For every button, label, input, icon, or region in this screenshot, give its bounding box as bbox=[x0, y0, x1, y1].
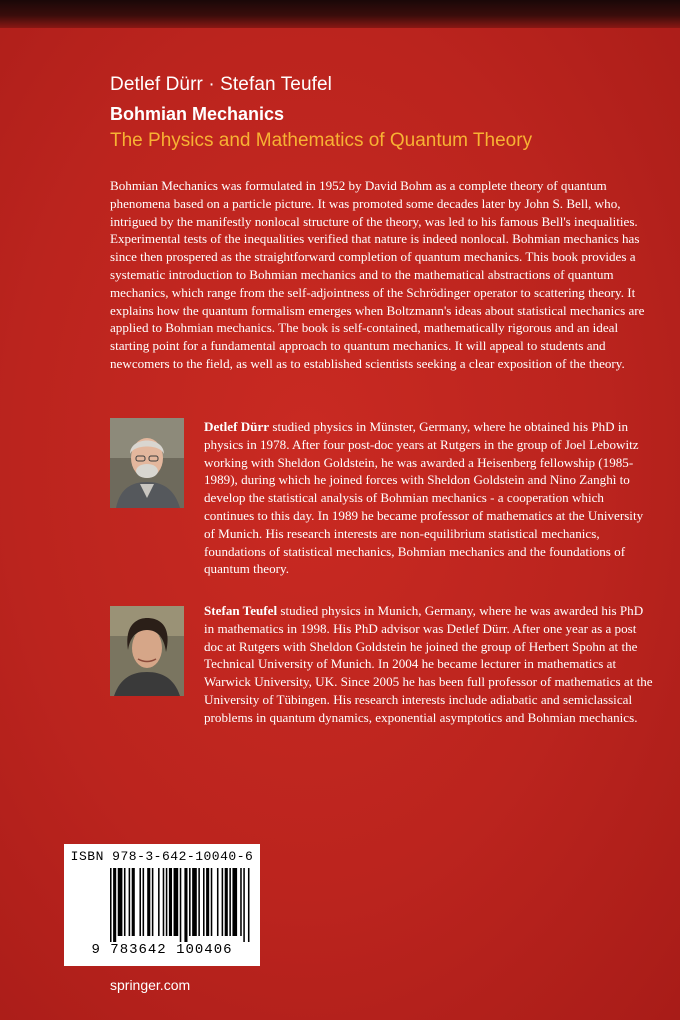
book-title: Bohmian Mechanics bbox=[110, 104, 285, 124]
author-name-durr: Detlef Dürr bbox=[204, 419, 270, 434]
author-bio-teufel bbox=[110, 602, 656, 727]
publisher-website: springer.com bbox=[110, 977, 191, 993]
book-description: Bohmian Mechanics was formulated in 1952 by David Bohm as a complete theory of quantum phenomena based on a particle picture. It was promoted some decades later by John S. Bell, who, intrigued by the manifestly nonlocal structure of the theory, was led to his famous Bell's inequalities. Experimental tests of the inequalities verified that nature is indeed nonlocal. Bohmian mechanics has since then prospered as the straightforward completion of quantum mechanics. This book provides a systematic introduction to Bohmian mechanics and to the mathematical abstractions of quantum mechanics, which range from the self-adjointness of the Schrödinger operator to scattering theory. It explains how the quantum formalism emerges when Boltzmann's ideas about statistical mechanics are applied to Bohmian mechanics. The book is self-contained, mathematically rigorous and an ideal starting point for a fundamental approach to quantum mechanics. It will appeal to students and newcomers to the field, as well as to established scientists seeking a clear exposition of the theory. bbox=[110, 178, 645, 371]
author-bio-text-teufel: studied physics in Munich, Germany, where he was awarded his PhD in mathematics in 1998. His PhD advisor was Detlef Dürr. After one year as a post doc at Rutgers with Sheldon Goldstein he joined the group of Herbert Spohn at the Technical University of Munich. In 2004 he became lecturer in mathematics at Warwick University, UK. Since 2005 he has been full professor of mathematics at the University of Tübingen. His research interests include adiabatic and semiclassical problems in quantum dynamics, exponential asymptotics and Bohmian mechanics. bbox=[204, 603, 653, 725]
author-photo-teufel bbox=[110, 606, 184, 696]
book-subtitle: The Physics and Mathematics of Quantum Theory bbox=[110, 130, 533, 151]
author-bio-durr bbox=[110, 418, 656, 578]
barcode-image bbox=[64, 868, 260, 942]
author-bio-text-durr: studied physics in Münster, Germany, where he obtained his PhD in physics in 1978. After four post-doc years at Rutgers in the group of Joel Lebowitz working with Sheldon Goldstein, he was awarded a Heisenberg fellowship (1985-1989), during which he joined forces with Sheldon Goldstein and Nino Zanghì to develop the statistical analysis of Bohmian mechanics - a cooperation which continues to this day. In 1989 he became professor of mathematics at the University of Munich. His research interests are non-equilibrium statistical mechanics, foundations of statistical mechanics, Bohmian mechanics and the foundations of quantum theory. bbox=[204, 419, 644, 577]
author-photo-durr bbox=[110, 418, 184, 508]
barcode-digits: 9 783642 100406 bbox=[91, 942, 233, 958]
author-name-teufel: Stefan Teufel bbox=[204, 603, 278, 618]
top-dark-band bbox=[0, 0, 680, 28]
isbn-number: ISBN 978-3-642-10040-6 bbox=[70, 849, 254, 864]
authors: Detlef Dürr · Stefan Teufel bbox=[110, 74, 333, 95]
barcode-label bbox=[64, 844, 260, 966]
